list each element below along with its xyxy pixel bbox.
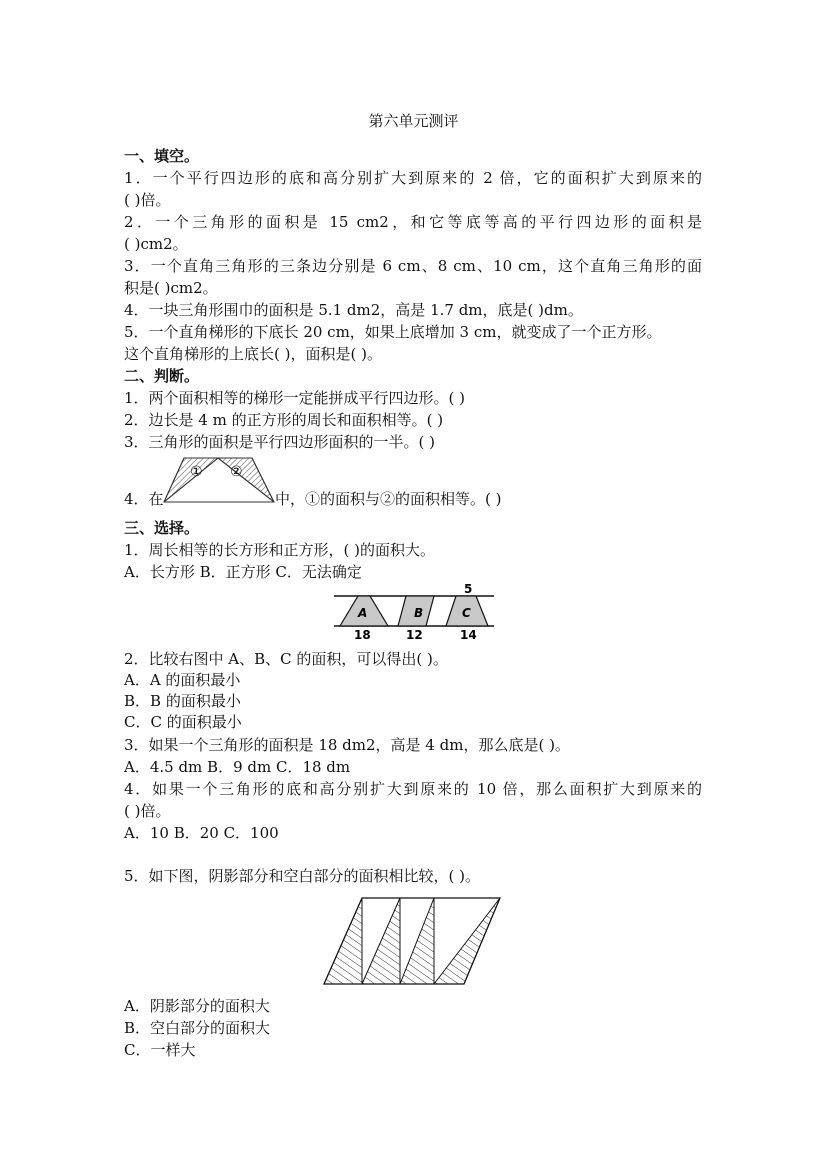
shaded-triangle-2 <box>362 898 400 984</box>
s3-q4-options: A．10 B．20 C．100 <box>124 824 279 842</box>
s1-q5-line2: 这个直角梯形的上底长( )，面积是( )。 <box>124 345 382 363</box>
base-c-label: 14 <box>460 628 477 642</box>
s3-q4-line2: ( )倍。 <box>124 802 171 820</box>
abc-shapes-figure <box>334 582 494 644</box>
s1-q5-line1: 5．一个直角梯形的下底长 20 cm，如果上底增加 3 cm，就变成了一个正方形。 <box>124 323 662 341</box>
base-a-label: 18 <box>354 628 371 642</box>
shaded-triangle-4 <box>434 898 500 984</box>
s3-q5-opt-c: C．一样大 <box>124 1041 196 1059</box>
shaded-parallelogram-figure <box>322 896 502 986</box>
s3-q3: 3．如果一个三角形的面积是 18 dm2，高是 4 dm，那么底是( )。 <box>124 736 570 754</box>
s3-q4-line1: 4．如果一个三角形的底和高分别扩大到原来的 10 倍，那么面积扩大到原来的 <box>124 780 702 798</box>
fig-label-1: ① <box>190 464 203 480</box>
s3-q2-opt-c: C．C 的面积最小 <box>124 713 242 731</box>
s3-q1-options: A．长方形 B．正方形 C．无法确定 <box>124 563 362 581</box>
page-title: 第六单元测评 <box>368 112 459 130</box>
fig-label-2: ② <box>230 464 243 480</box>
s3-q3-options: A．4.5 dm B．9 dm C．18 dm <box>124 758 351 776</box>
s1-q3-line1: 3．一个直角三角形的三条边分别是 6 cm、8 cm、10 cm，这个直角三角形的面 <box>124 257 702 275</box>
s1-q1-line2: ( )倍。 <box>124 191 171 209</box>
s3-q2-opt-b: B．B 的面积最小 <box>124 692 241 710</box>
s3-q5-opt-a: A．阴影部分的面积大 <box>124 997 270 1015</box>
s2-q2: 2．边长是 4 m 的正方形的周长和面积相等。( ) <box>124 411 444 429</box>
s3-q2: 2．比较右图中 A、B、C 的面积，可以得出( )。 <box>124 650 448 668</box>
shaded-triangle-1 <box>324 898 362 984</box>
s1-q2-line1: 2．一个三角形的面积是 15 cm2，和它等底等高的平行四边形的面积是 <box>124 213 702 231</box>
shape-c-label: C <box>462 606 471 620</box>
s2-q4-suffix: 中，①的面积与②的面积相等。( ) <box>275 490 502 508</box>
s1-q2-line2: ( )cm2。 <box>124 235 188 253</box>
section3-heading: 三、选择。 <box>124 519 200 537</box>
s2-q3: 3．三角形的面积是平行四边形面积的一半。( ) <box>124 433 436 451</box>
s1-q4: 4．一块三角形围巾的面积是 5.1 dm2，高是 1.7 dm，底是( )dm。 <box>124 301 583 319</box>
s3-q2-opt-a: A．A 的面积最小 <box>124 671 241 689</box>
top-label: 5 <box>464 582 473 596</box>
shape-a-label: A <box>358 606 368 620</box>
s2-q4-prefix: 4．在 <box>124 490 164 508</box>
trapezoid-triangles-figure <box>160 456 276 504</box>
section2-heading: 二、判断。 <box>124 367 200 385</box>
s1-q1-line1: 1．一个平行四边形的底和高分别扩大到原来的 2 倍，它的面积扩大到原来的 <box>124 169 702 187</box>
s3-q1: 1．周长相等的长方形和正方形，( )的面积大。 <box>124 541 436 559</box>
s1-q3-line2: 积是( )cm2。 <box>124 279 218 297</box>
shape-b-label: B <box>414 606 424 620</box>
s3-q5: 5．如下图，阴影部分和空白部分的面积相比较，( )。 <box>124 867 481 885</box>
s2-q1: 1．两个面积相等的梯形一定能拼成平行四边形。( ) <box>124 389 466 407</box>
base-b-label: 12 <box>406 628 423 642</box>
s3-q5-opt-b: B．空白部分的面积大 <box>124 1019 271 1037</box>
section1-heading: 一、填空。 <box>124 147 200 165</box>
shaded-triangle-3 <box>400 898 434 984</box>
